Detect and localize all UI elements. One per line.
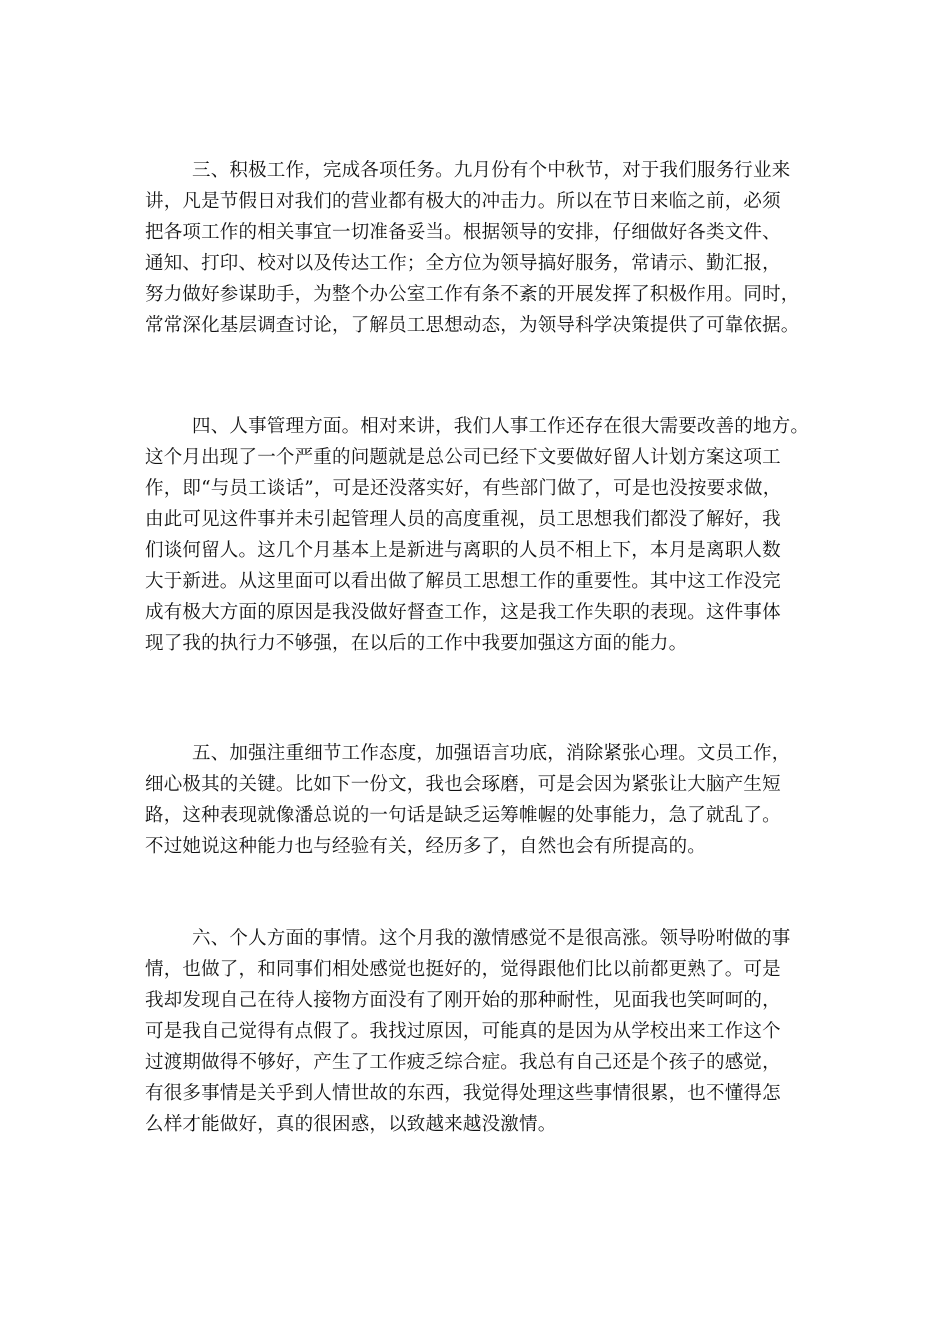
- paragraph-line: 路，这种表现就像潘总说的一句话是缺乏运筹帷幄的处事能力，急了就乱了。: [145, 805, 781, 826]
- paragraph-section-6: [145, 923, 835, 1140]
- paragraph-section-3: [145, 155, 835, 341]
- paragraph-line: 常常深化基层调查讨论，了解员工思想动态，为领导科学决策提供了可靠依据。: [145, 315, 800, 336]
- paragraph-line: 们谈何留人。这几个月基本上是新进与离职的人员不相上下，本月是离职人数: [145, 540, 781, 561]
- paragraph-line: 作，即“与员工谈话”，可是还没落实好，有些部门做了，可是也没按要求做，: [145, 478, 782, 499]
- paragraph-line: 么样才能做好，真的很困惑，以致越来越没激情。: [145, 1114, 557, 1135]
- paragraph-line: 不过她说这种能力也与经验有关，经历多了，自然也会有所提高的。: [145, 836, 707, 857]
- paragraph-line: 过渡期做得不够好，产生了工作疲乏综合症。我总有自己还是个孩子的感觉，: [145, 1052, 781, 1073]
- paragraph-line: 情，也做了，和同事们相处感觉也挺好的，觉得跟他们比以前都更熟了。可是: [145, 959, 781, 980]
- paragraph-line: 细心极其的关键。比如下一份文，我也会琢磨，可是会因为紧张让大脑产生短: [145, 774, 781, 795]
- paragraph-line: 大于新进。从这里面可以看出做了解员工思想工作的重要性。其中这工作没完: [145, 571, 781, 592]
- paragraph-line: 由此可见这件事并未引起管理人员的高度重视，员工思想我们都没了解好，我: [145, 509, 781, 530]
- paragraph-line: 我却发现自己在待人接物方面没有了刚开始的那种耐性，见面我也笑呵呵的，: [145, 990, 781, 1011]
- paragraph-section-4: [145, 411, 835, 659]
- paragraph-line: 五、加强注重细节工作态度，加强语言功底，消除紧张心理。文员工作，: [192, 743, 791, 764]
- paragraph-line: 讲，凡是节假日对我们的营业都有极大的冲击力。所以在节日来临之前，必须: [145, 191, 781, 212]
- paragraph-section-5: [145, 738, 835, 862]
- paragraph-line: 有很多事情是关乎到人情世故的东西，我觉得处理这些事情很累，也不懂得怎: [145, 1083, 781, 1104]
- paragraph-line: 可是我自己觉得有点假了。我找过原因，可能真的是因为从学校出来工作这个: [145, 1021, 781, 1042]
- paragraph-line: 现了我的执行力不够强，在以后的工作中我要加强这方面的能力。: [145, 633, 688, 654]
- paragraph-line: 把各项工作的相关事宜一切准备妥当。根据领导的安排，仔细做好各类文件、: [145, 222, 781, 243]
- paragraph-line: 通知、打印、校对以及传达工作；全方位为领导搞好服务，常请示、勤汇报，: [145, 253, 781, 274]
- paragraph-line: 成有极大方面的原因是我没做好督查工作，这是我工作失职的表现。这件事体: [145, 602, 781, 623]
- paragraph-line: 六、个人方面的事情。这个月我的激情感觉不是很高涨。领导吩咐做的事: [192, 928, 791, 949]
- paragraph-line: 四、人事管理方面。相对来讲，我们人事工作还存在很大需要改善的地方。: [192, 416, 810, 437]
- paragraph-line: 这个月出现了一个严重的问题就是总公司已经下文要做好留人计划方案这项工: [145, 447, 781, 468]
- paragraph-line: 努力做好参谋助手，为整个办公室工作有条不紊的开展发挥了积极作用。同时，: [145, 284, 800, 305]
- paragraph-line: 三、积极工作，完成各项任务。九月份有个中秋节，对于我们服务行业来: [192, 160, 791, 181]
